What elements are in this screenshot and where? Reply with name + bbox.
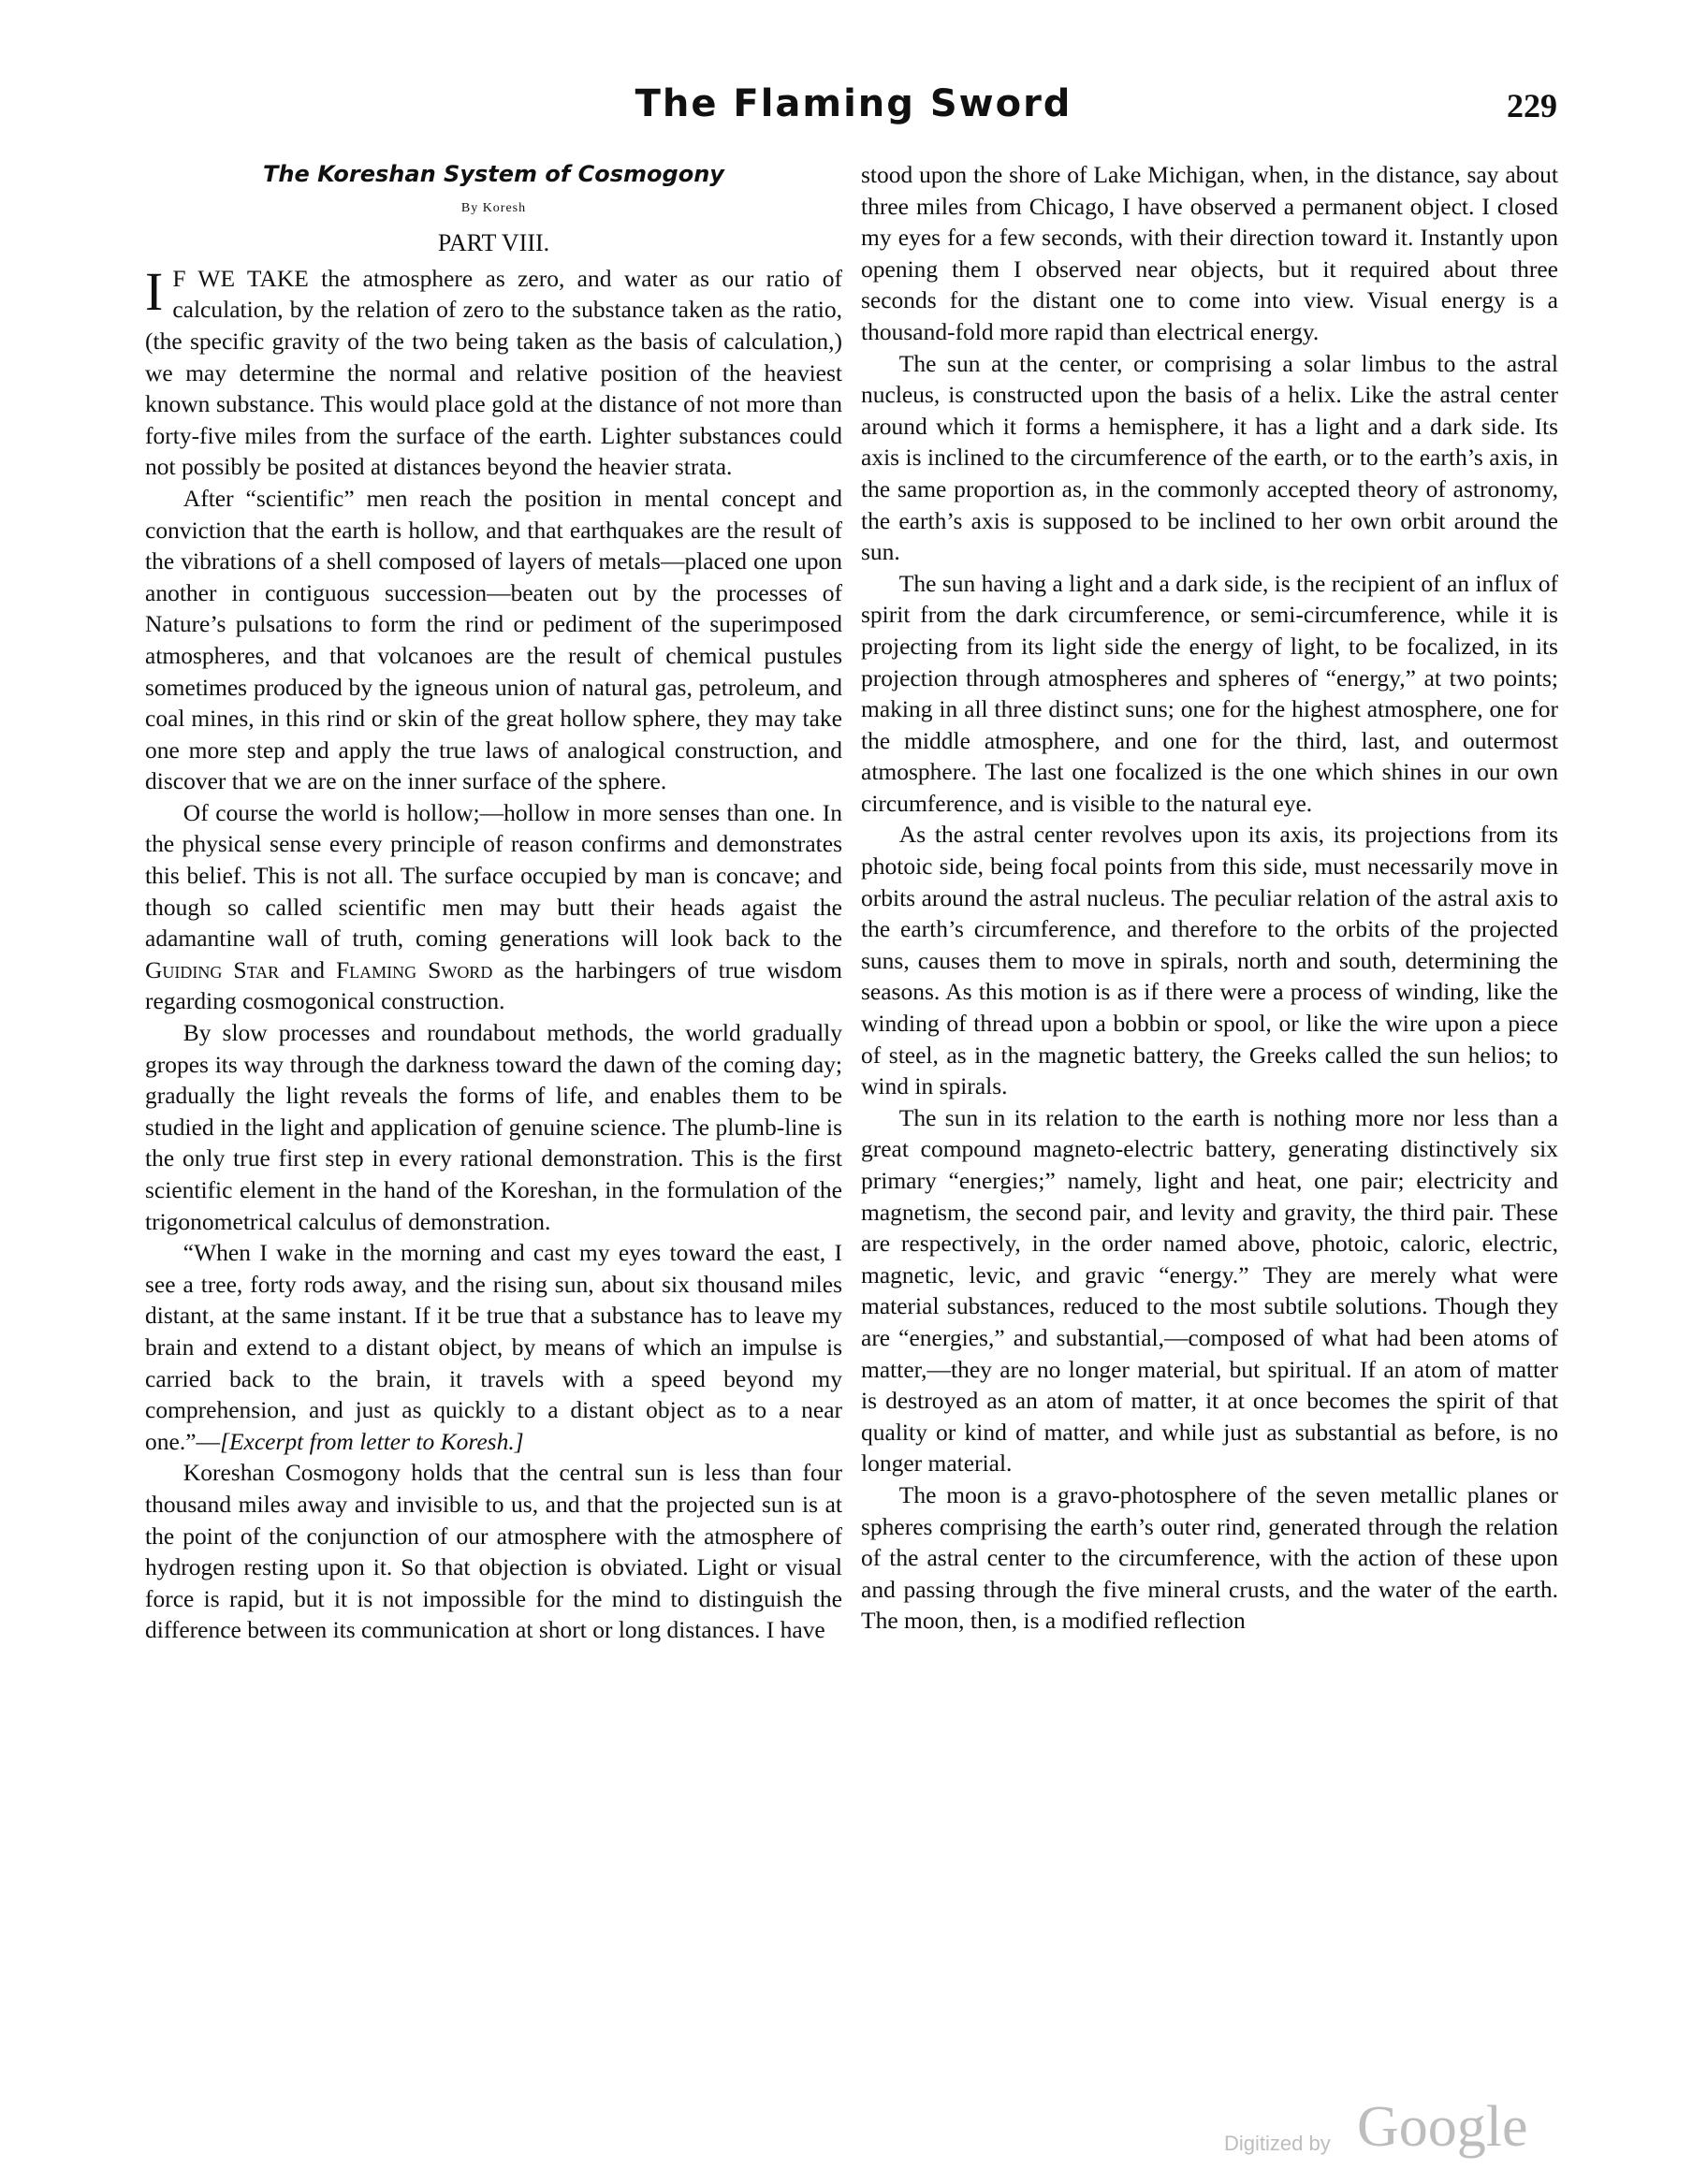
lead-in: F WE TAKE <box>172 264 309 292</box>
paragraph: As the astral center revolves upon its axis, its projections from its photoic side, being focal points from this side, must necessarily move in orbits around the astral nucleus. The peculiar relation of the astral axis to the earth’s circumference, and therefore to the orbits of the projected suns, causes them to move in spirals, north and south, determining the seasons. As this motion is as if there were a process of winding, like the winding of thread upon a bobbin or spool, or like the wire upon a piece of steel, as in the magnetic battery, the Greeks called the sun helios; to wind in spirals. <box>861 821 1558 1100</box>
paragraph <box>145 260 842 483</box>
paragraph: By slow processes and roundabout methods, the world gradually gropes its way through the darkness toward the dawn of the coming day; gradually the light reveals the forms of life, and enables them to be studied in the light and application of genuine science. The plumb-line is the only true first step in every rational demonstration. This is the first scientific element in the hand of the Koreshan, in the formulation of the trigonometrical calculus of demonstration. <box>145 1019 842 1235</box>
paragraph <box>145 797 842 1017</box>
paragraph: The sun having a light and a dark side, is the recipient of an influx of spirit from the dark circumference, or semi-circumference, while it is projecting from its light side the energy of light, to be focalized, in its projection through atmospheres and spheres of “energy,” at two points; making in all three distinct suns; one for the highest atmosphere, one for the middle atmosphere, and one for the third, last, and outermost atmosphere. The last one focalized is the one which shines in our own circumference, and is visible to the natural eye. <box>861 569 1558 817</box>
watermark-prefix: Digitized by <box>1224 2132 1331 2155</box>
publication-name: Flaming Sword <box>335 955 493 983</box>
left-column <box>145 159 842 1646</box>
paragraph: After “scientific” men reach the position in mental concept and conviction that the earth is hollow, and that earthquakes are the result of the vibrations of a shell composed of layers of metals—placed one upon another in contiguous succession—beaten out by the processes of Nature’s pulsations to form the rind or pediment of the superimposed atmospheres, and that volcanoes are the result of chemical pustules sometimes produced by the igneous union of natural gas, petroleum, and coal mines, in this rind or skin of the great hollow sphere, they may take one more step and apply the true laws of analogical construction, and discover that we are on the inner surface of the sphere. <box>145 484 842 795</box>
page-number: 229 <box>1507 87 1557 124</box>
paragraph-text: as the harbingers of true wisdom regarding cosmogonical construction. <box>145 955 842 1015</box>
paragraph-text: and <box>279 955 336 983</box>
paragraph: The sun at the center, or comprising a solar limbus to the astral nucleus, is constructed upon the basis of a helix. Like the astral center around which it forms a hemisphere, it has a light and a dark side. Its axis is inclined to the circumference of the earth, or to the earth’s axis, in the same proportion as, in the commonly accepted theory of astronomy, the earth’s axis is supposed to be inclined to her own orbit around the sun. <box>861 349 1558 566</box>
quote-text: “When I wake in the morning and cast my eyes toward the east, I see a tree, forty rods away, and the rising sun, about six thousand miles distant, at the same instant. If it be true that a substance has to leave my brain and extend to a distant object, by means of which an impulse is carried back to the brain, it travels with a speed beyond my comprehension, and just as quickly to a distant object as to a near one.”— <box>145 1239 842 1455</box>
paragraph-text: Of course the world is hollow;—hollow in more senses than one. In the physical sense every principle of reason confirms and demonstrates this belief. This is not all. The surface occupied by man is concave; and though so called scientific men may butt their heads agaist the adamantine wall of truth, coming generations will look back to the <box>145 798 842 953</box>
page-header <box>150 82 1557 138</box>
paragraph: The moon is a gravo-photosphere of the seven metallic planes or spheres comprising the earth’s outer rind, generated through the relation of the astral center to the circumference, with the action of these upon and passing through the five mineral crusts, and the water of the earth. The moon, then, is a modified reflection <box>861 1480 1558 1635</box>
paragraph: Koreshan Cosmogony holds that the central sun is less than four thousand miles away and invisible to us, and that the projected sun is at the point of the conjunction of our atmosphere with the atmosphere of hydrogen resting upon it. So that objection is obviated. Light or visual force is rapid, but it is not impossible for the mind to distinguish the difference between its communication at short or long distances. I have <box>145 1459 842 1644</box>
drop-cap: I <box>145 260 164 322</box>
publication-name: Guiding Star <box>145 955 280 983</box>
paragraph: The sun in its relation to the earth is nothing more nor less than a great compound magneto-electric battery, generating distinctively six primary “energies;” namely, light and heat, one pair; electricity and magnetism, the second pair, and levity and gravity, the third pair. These are respectively, in the order named above, photoic, caloric, electric, magnetic, levic, and gravic “energy.” They are merely what were material substances, reduced to the most subtile solutions. Though they are “energies,” and substantial,—composed of what had been atoms of matter,—they are no longer material, but spiritual. If an atom of matter is destroyed as an atom of matter, it at once becomes the spirit of that quality or kind of matter, and while just as substantial as before, is no longer material. <box>861 1103 1558 1478</box>
masthead-title: The Flaming Sword <box>635 82 1072 125</box>
digitized-watermark <box>1217 2094 1572 2169</box>
article-part: PART VIII. <box>437 229 550 257</box>
paragraph-text: the atmosphere as zero, and water as our ratio of calculation, by the relation of zero to the substance taken as the ratio, (the specific gravity of the two being taken as the basis of calculation,) we may determine the normal and relative position of the heaviest known substance. This would place gold at the distance of not more than forty-five miles from the surface of the earth. Lighter substances could not possibly be posited at distances beyond the heavier strata. <box>145 264 842 481</box>
paragraph <box>145 1237 842 1457</box>
quote-source: [Excerpt from letter to Koresh.] <box>220 1427 524 1455</box>
right-column <box>861 159 1558 1637</box>
paragraph: stood upon the shore of Lake Michigan, when, in the distance, say about three miles from Chicago, I have observed a permanent object. I closed my eyes for a few seconds, with their direction toward it. Instantly upon opening them I observed near objects, but it required about three seconds for the distant one to come into view. Visual energy is a thousand-fold more rapid than electrical energy. <box>861 161 1558 345</box>
watermark-logo: Google <box>1357 2095 1528 2159</box>
article-title: The Koreshan System of Cosmogony <box>263 161 724 187</box>
article-byline: By Koresh <box>460 200 527 215</box>
